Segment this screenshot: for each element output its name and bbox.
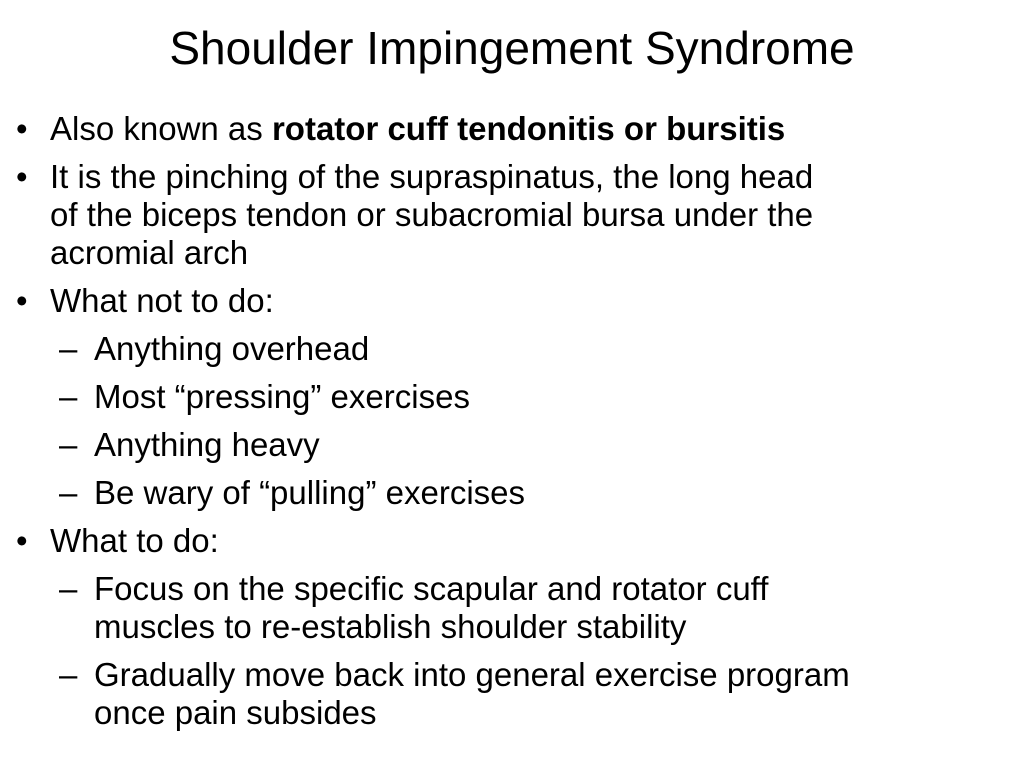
bullet-text-line: acromial arch [50, 234, 249, 271]
dash-marker: – [59, 570, 78, 607]
sub-item-text: Anything heavy [94, 426, 320, 463]
sub-item-text-line: once pain subsides [94, 694, 377, 731]
bullet-marker: • [16, 158, 28, 195]
bullet-text-bold: rotator cuff tendonitis or bursitis [271, 110, 786, 147]
sub-item-focus-scapular [14, 570, 1019, 646]
slide-title: Shoulder Impingement Syndrome [169, 22, 855, 74]
sub-item-gradually-move-back [14, 656, 1019, 732]
sub-item-text: Be wary of “pulling” exercises [94, 474, 525, 511]
bullet-marker: • [16, 522, 28, 559]
sub-item-anything-overhead [14, 330, 1019, 368]
bullet-item-definition [14, 158, 1019, 272]
bullet-text-line: It is the pinching of the supraspinatus, the long head [50, 158, 814, 195]
sub-item-pulling-exercises [14, 474, 1019, 512]
sub-item-text-line: Focus on the specific scapular and rotator cuff [94, 570, 769, 607]
dash-marker: – [59, 378, 78, 415]
bullet-text: What to do: [50, 522, 219, 559]
bullet-marker: • [16, 110, 28, 147]
bullet-item-also-known-as [14, 110, 1019, 148]
sub-item-pressing-exercises [14, 378, 1019, 416]
bullet-item-what-not-to-do [14, 282, 1019, 320]
bullet-text: Also known as [50, 110, 272, 147]
dash-marker: – [59, 474, 78, 511]
dash-marker: – [59, 330, 78, 367]
sub-item-text-line: Gradually move back into general exercise program [94, 656, 850, 693]
sub-item-text: Most “pressing” exercises [94, 378, 470, 415]
dash-marker: – [59, 426, 78, 463]
bullet-item-what-to-do [14, 522, 1019, 560]
dash-marker: – [59, 656, 78, 693]
bullet-text-line: of the biceps tendon or subacromial bursa under the [50, 196, 814, 233]
bullet-marker: • [16, 282, 28, 319]
sub-item-text-line: muscles to re-establish shoulder stability [94, 608, 687, 645]
sub-item-text: Anything overhead [94, 330, 370, 367]
sub-item-anything-heavy [14, 426, 1019, 464]
slide-body [14, 110, 1019, 742]
bullet-text: What not to do: [50, 282, 274, 319]
